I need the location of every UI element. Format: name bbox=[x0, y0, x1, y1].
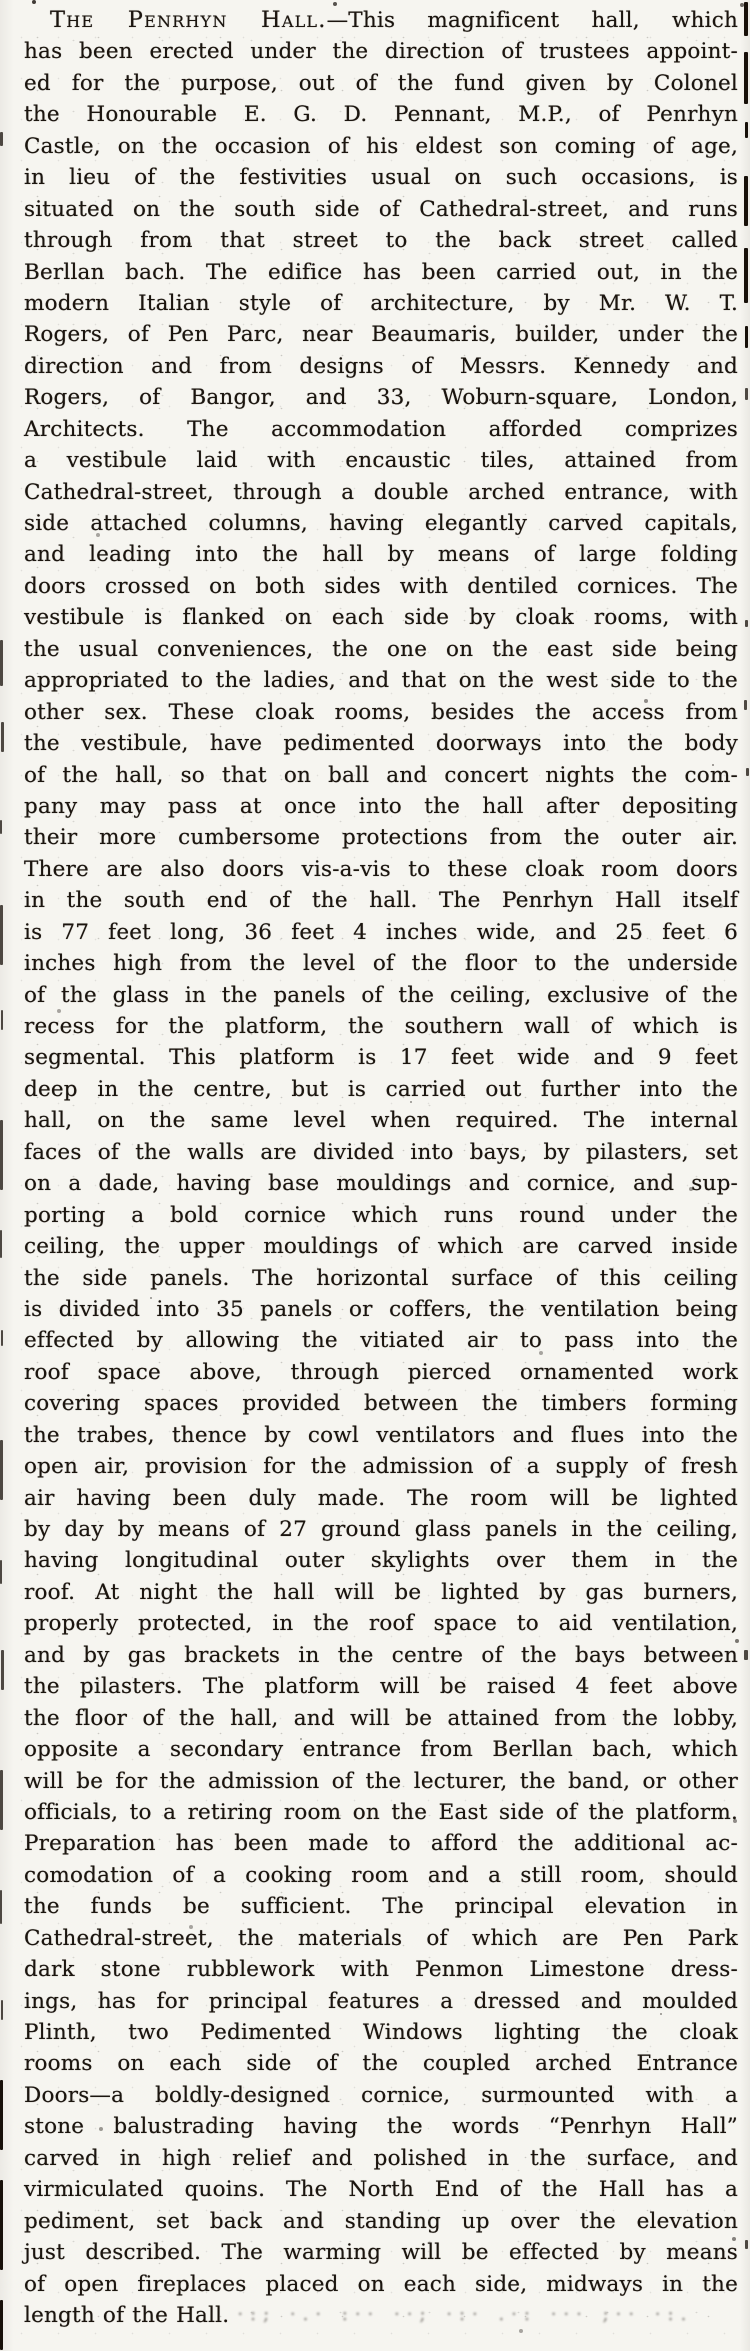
right-column-rule-segment bbox=[745, 122, 748, 138]
text-line: porting a bold cornice which runs round under the bbox=[24, 1202, 738, 1228]
text-line: carved in high relief and polished in the surface, and bbox=[24, 2145, 738, 2171]
text-line: the floor of the hall, and will be attained from the lobby, bbox=[24, 1705, 738, 1731]
text-line: and leading into the hall by means of large folding bbox=[24, 542, 738, 568]
text-line: faces of the walls are divided into bays, by pilasters, set bbox=[24, 1139, 738, 1165]
text-line: Rogers, of Bangor, and 33, Woburn-square, London, bbox=[24, 385, 738, 411]
text-line: Cathedral-street, the materials of which are Pen Park bbox=[24, 1925, 738, 1951]
text-line: roof. At night the hall will be lighted by gas burners, bbox=[24, 1579, 738, 1605]
text-line: just described. The warming will be effected by means bbox=[24, 2240, 738, 2266]
newspaper-column bbox=[24, 5, 738, 2331]
text-line: vestibule is flanked on each side by cloak rooms, with bbox=[24, 605, 738, 631]
text-line: covering spaces provided between the timbers forming bbox=[24, 1391, 738, 1417]
text-line: Doors—a boldly-designed cornice, surmounted with a bbox=[24, 2082, 738, 2108]
text-line: rooms on each side of the coupled arched Entrance bbox=[24, 2051, 738, 2077]
text-line: air having been duly made. The room will be lighted bbox=[24, 1485, 738, 1511]
left-edge-ink-mark bbox=[1, 1010, 3, 1030]
text-line: Architects. The accommodation afforded comprizes bbox=[24, 416, 738, 442]
text-line: Castle, on the occasion of his eldest son coming of age, bbox=[24, 133, 738, 159]
left-edge-ink-mark bbox=[0, 640, 3, 686]
text-line: Preparation has been made to afford the additional ac- bbox=[24, 1831, 738, 1857]
text-line: comodation of a cooking room and a still room, should bbox=[24, 1862, 738, 1888]
text-line: by day by means of 27 ground glass panels in the ceiling, bbox=[24, 1517, 738, 1542]
text-line: deep in the centre, but is carried out further into the bbox=[24, 1076, 738, 1102]
right-column-rule-segment bbox=[744, 248, 748, 303]
article-title: The Penrhyn Hall. bbox=[50, 7, 327, 33]
text-line: in the south end of the hall. The Penrhyn Hall itself bbox=[24, 888, 738, 914]
text-line: doors crossed on both sides with dentiled cornices. The bbox=[24, 573, 738, 599]
text-line: has been erected under the direction of trustees appoint- bbox=[24, 39, 738, 65]
text-line: Plinth, two Pedimented Windows lighting the cloak bbox=[24, 2020, 738, 2045]
left-edge-ink-mark bbox=[0, 2080, 3, 2150]
text-line: The Penrhyn Hall.—This magnificent hall, which bbox=[50, 7, 738, 33]
text-line: hall, on the same level when required. The internal bbox=[24, 1108, 738, 1134]
text-line: the funds be sufficient. The principal elevation in bbox=[24, 1894, 738, 1920]
text-line: Rogers, of Pen Parc, near Beaumaris, builder, under the bbox=[24, 322, 738, 348]
text-line: ings, has for principal features a dressed and moulded bbox=[24, 1988, 738, 2014]
right-column-rule-segment bbox=[744, 52, 748, 104]
print-smudge: ·:; ·.· :·· ··; ·:· .·: ··· ;·· ·:. bbox=[237, 2303, 694, 2325]
text-line: recess for the platform, the southern wall of which is bbox=[24, 1014, 738, 1039]
text-line: effected by allowing the vitiated air to pass into the bbox=[24, 1328, 738, 1354]
text-line: open air, provision for the admission of a supply of fresh bbox=[24, 1454, 738, 1480]
text-line: direction and from designs of Messrs. Kennedy and bbox=[24, 353, 738, 379]
text-line: modern Italian style of architecture, by Mr. W. T. bbox=[24, 290, 738, 316]
text-line: their more cumbersome protections from the outer air. bbox=[24, 825, 738, 851]
text-line: dark stone rubblework with Penmon Limestone dress- bbox=[24, 1957, 738, 1983]
text-line: of the hall, so that on ball and concert nights the com- bbox=[24, 762, 738, 788]
text-line: the trabes, thence by cowl ventilators and flues into the bbox=[24, 1422, 738, 1448]
right-column-rule-segment bbox=[745, 388, 748, 400]
text-line: There are also doors vis-a-vis to these cloak room doors bbox=[24, 856, 738, 882]
text-line: ed for the purpose, out of the fund given by Colonel bbox=[24, 70, 738, 96]
text-line: Cathedral-street, through a double arched entrance, with bbox=[24, 479, 738, 505]
text-line: pany may pass at once into the hall after depositing bbox=[24, 793, 738, 819]
left-edge-ink-mark bbox=[0, 1560, 2, 1584]
text-line: a vestibule laid with encaustic tiles, attained from bbox=[24, 448, 738, 474]
text-line: is divided into 35 panels or coffers, the ventilation being bbox=[24, 1296, 738, 1322]
text-line: the usual conveniences, the one on the east side being bbox=[24, 636, 738, 662]
left-edge-ink-mark bbox=[0, 1230, 2, 1258]
text-line: of the glass in the panels of the ceiling, exclusive of the bbox=[24, 982, 738, 1008]
left-edge-ink-mark bbox=[0, 1440, 3, 1500]
right-edge-ink-mark bbox=[746, 768, 749, 776]
text-line: in lieu of the festivities usual on such occasions, is bbox=[24, 165, 738, 191]
text-line: through from that street to the back street called bbox=[24, 228, 738, 254]
right-edge-ink-mark bbox=[744, 700, 747, 710]
text-line: will be for the admission of the lecturer, the band, or other bbox=[24, 1768, 738, 1794]
left-edge-ink-mark bbox=[1, 1330, 3, 1346]
text-line: roof space above, through pierced ornamented work bbox=[24, 1359, 738, 1385]
text-line: ceiling, the upper mouldings of which are carved inside bbox=[24, 1234, 738, 1260]
text-line: properly protected, in the roof space to aid ventilation, bbox=[24, 1611, 738, 1637]
left-edge-ink-mark bbox=[1, 1650, 4, 1690]
left-edge-ink-mark bbox=[1, 2000, 3, 2020]
text-line: and by gas brackets in the centre of the bays between bbox=[24, 1642, 738, 1668]
left-edge-ink-mark bbox=[0, 1120, 3, 1190]
text-line: having longitudinal outer skylights over them in the bbox=[24, 1548, 738, 1574]
text-line: officials, to a retiring room on the East side of the platform. bbox=[24, 1799, 738, 1825]
right-column-rule-segment bbox=[744, 2, 748, 36]
text-line: other sex. These cloak rooms, besides the access from bbox=[24, 699, 738, 725]
text-line: length of the Hall. ·:; ·.· :·· ··; ·:· .·: ··· ;·· ·:. bbox=[24, 2300, 738, 2331]
left-edge-ink-mark bbox=[0, 2300, 3, 2350]
right-edge-ink-mark bbox=[745, 620, 748, 627]
left-edge-ink-mark bbox=[0, 2180, 3, 2270]
text-line: appropriated to the ladies, and that on the west side to the bbox=[24, 668, 738, 694]
left-edge-ink-mark bbox=[0, 132, 3, 146]
left-edge-ink-mark bbox=[1, 722, 4, 752]
left-edge-ink-mark bbox=[0, 820, 2, 834]
text-line: the vestibule, have pedimented doorways into the body bbox=[24, 731, 738, 757]
left-edge-ink-mark bbox=[0, 1890, 2, 1924]
text-line: segmental. This platform is 17 feet wide and 9 feet bbox=[24, 1045, 738, 1071]
text-line: pediment, set back and standing up over the elevation bbox=[24, 2208, 738, 2234]
text-line: situated on the south side of Cathedral-street, and runs bbox=[24, 196, 738, 222]
text-line: stone balustrading having the words “Penrhyn Hall” bbox=[24, 2114, 738, 2140]
ink-speck-field bbox=[0, 0, 2, 2]
text-line: on a dade, having base mouldings and cornice, and sup- bbox=[24, 1171, 738, 1197]
text-line: the side panels. The horizontal surface of this ceiling bbox=[24, 1265, 738, 1291]
left-edge-ink-mark bbox=[0, 1770, 3, 1830]
right-column-rule-segment bbox=[745, 326, 748, 348]
text-line: virmiculated quoins. The North End of the Hall has a bbox=[24, 2177, 738, 2203]
left-edge-ink-mark bbox=[0, 905, 3, 965]
text-line: opposite a secondary entrance from Berllan bach, which bbox=[24, 1737, 738, 1763]
text-line: Berllan bach. The edifice has been carried out, in the bbox=[24, 259, 738, 285]
text-line: the Honourable E. G. D. Pennant, M.P., of Penrhyn bbox=[24, 102, 738, 128]
text-line: is 77 feet long, 36 feet 4 inches wide, and 25 feet 6 bbox=[24, 919, 738, 945]
text-line: the pilasters. The platform will be raised 4 feet above bbox=[24, 1674, 738, 1700]
text-line: inches high from the level of the floor to the underside bbox=[24, 951, 738, 977]
right-edge-ink-mark bbox=[744, 1650, 748, 1660]
text-line: of open fireplaces placed on each side, midways in the bbox=[24, 2271, 738, 2297]
right-edge-ink-mark bbox=[745, 2240, 748, 2249]
text-line: side attached columns, having elegantly carved capitals, bbox=[24, 511, 738, 536]
right-column-rule-segment bbox=[744, 176, 748, 226]
